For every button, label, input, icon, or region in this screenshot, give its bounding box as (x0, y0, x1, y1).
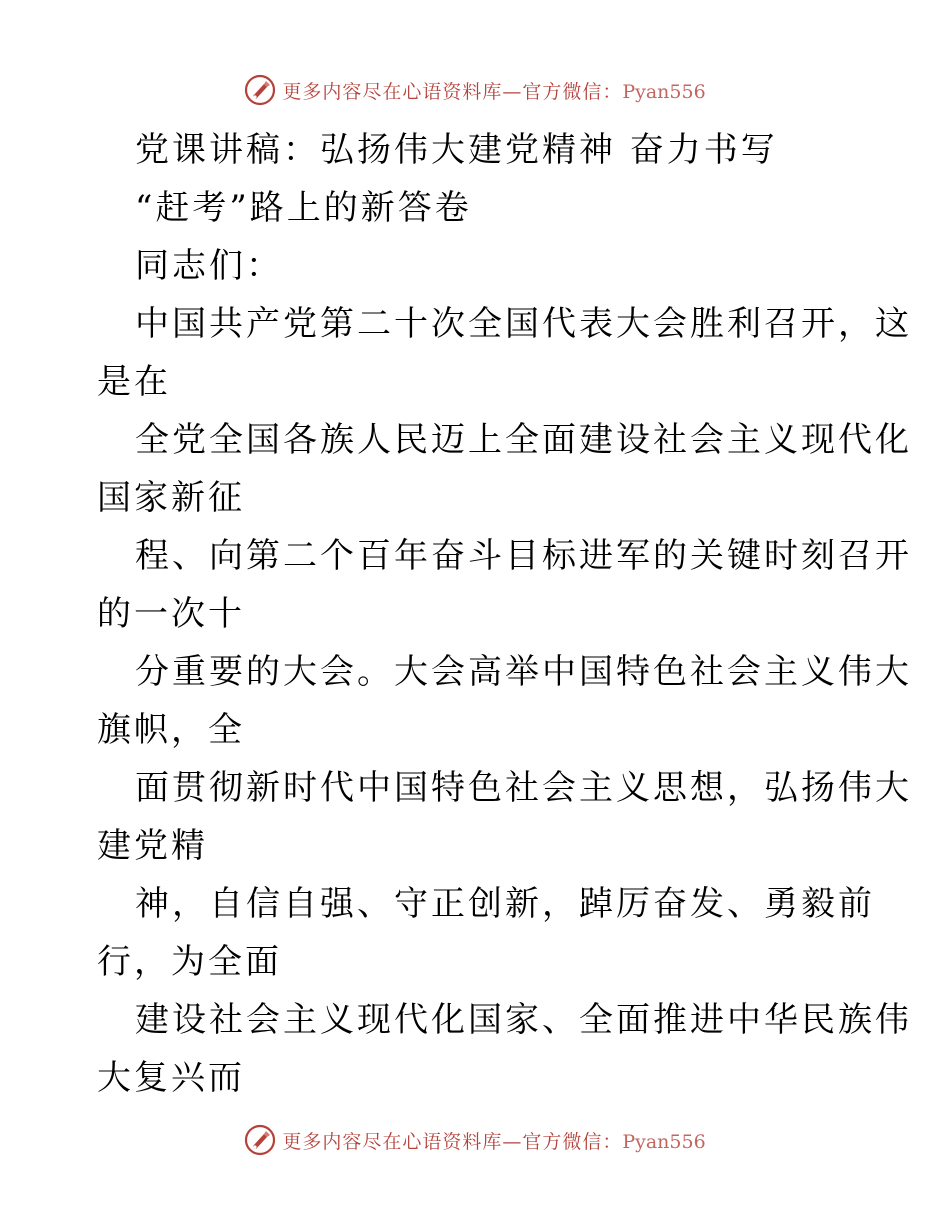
paragraph-line: 的一次十 (97, 594, 245, 634)
header-banner-text: 更多内容尽在心语资料库—官方微信：Pyan556 (282, 80, 706, 103)
paragraph-line: 中国共产党第二十次全国代表大会胜利召开，这 (135, 304, 912, 344)
salutation: 同志们： (135, 246, 283, 286)
footer-wechat-id: Pyan556 (622, 1130, 706, 1153)
document-body (97, 121, 912, 1107)
paragraph-line: 面贯彻新时代中国特色社会主义思想，弘扬伟大 (135, 768, 912, 808)
pen-seal-icon (244, 1124, 276, 1156)
paragraph-line: 大复兴而 (97, 1058, 245, 1098)
paragraph-line: 全党全国各族人民迈上全面建设社会主义现代化 (135, 420, 912, 460)
title-line-2: “赶考”路上的新答卷 (135, 188, 472, 228)
header-banner (0, 70, 950, 110)
paragraph-line: 行，为全面 (97, 942, 282, 982)
header-wechat-id: Pyan556 (622, 80, 706, 103)
pen-seal-icon (244, 74, 276, 106)
paragraph-line: 建设社会主义现代化国家、全面推进中华民族伟 (135, 1000, 912, 1040)
footer-banner-text: 更多内容尽在心语资料库—官方微信：Pyan556 (282, 1130, 706, 1153)
paragraph-line: 旗帜，全 (97, 710, 245, 750)
paragraph-line: 建党精 (97, 826, 208, 866)
paragraph-line: 分重要的大会。大会高举中国特色社会主义伟大 (135, 652, 912, 692)
paragraph-line: 神，自信自强、守正创新，踔厉奋发、勇毅前 (135, 884, 875, 924)
footer-banner (0, 1120, 950, 1160)
title-line-1: 党课讲稿：弘扬伟大建党精神 奋力书写 (135, 130, 778, 170)
paragraph-line: 程、向第二个百年奋斗目标进军的关键时刻召开 (135, 536, 912, 576)
paragraph-line: 是在 (97, 362, 171, 402)
paragraph-line: 国家新征 (97, 478, 245, 518)
